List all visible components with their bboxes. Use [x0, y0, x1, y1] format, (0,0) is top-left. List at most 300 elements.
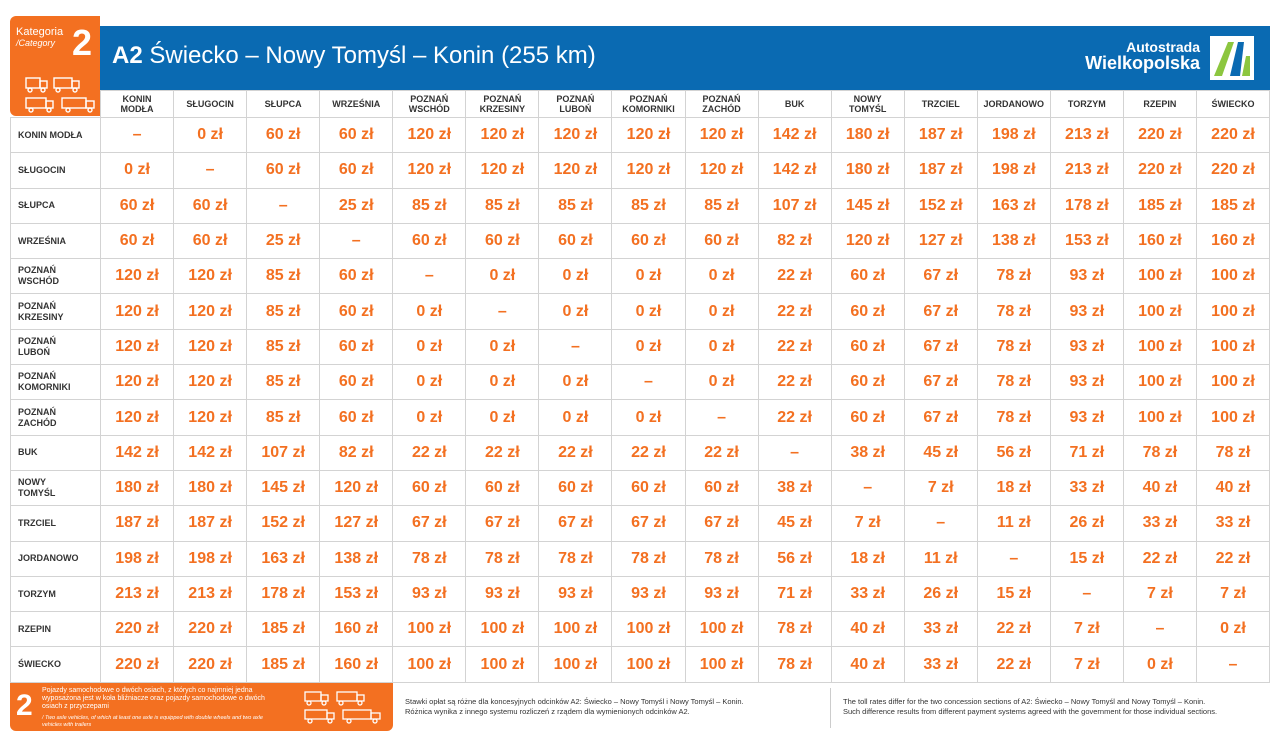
- toll-cell: 100 zł: [393, 647, 466, 682]
- toll-cell: 180 zł: [174, 470, 247, 505]
- label-line1: ŚWIECKO: [1211, 99, 1255, 109]
- toll-cell: 38 zł: [831, 435, 904, 470]
- toll-cell: 198 zł: [101, 541, 174, 576]
- label-line1: SŁUPCA: [264, 99, 302, 109]
- toll-cell: 60 zł: [320, 365, 393, 400]
- toll-cell: 33 zł: [831, 576, 904, 611]
- toll-cell: 85 zł: [247, 365, 320, 400]
- row-header: [11, 400, 101, 435]
- toll-cell: 120 zł: [320, 470, 393, 505]
- toll-cell: 220 zł: [101, 612, 174, 647]
- toll-cell: 220 zł: [174, 647, 247, 682]
- toll-cell: 100 zł: [1123, 259, 1196, 294]
- toll-cell: 45 zł: [904, 435, 977, 470]
- toll-cell: 93 zł: [1050, 365, 1123, 400]
- toll-cell: 0 zł: [685, 259, 758, 294]
- toll-cell: 120 zł: [612, 153, 685, 188]
- toll-cell: 85 zł: [247, 294, 320, 329]
- row-header: [11, 612, 101, 647]
- toll-cell: 78 zł: [977, 400, 1050, 435]
- table-corner: [11, 91, 101, 118]
- label-line1: POZNAŃ: [410, 94, 449, 104]
- toll-cell: 85 zł: [247, 329, 320, 364]
- row-header: [11, 365, 101, 400]
- logo-line2: Wielkopolska: [1085, 53, 1200, 73]
- label-line1: TRZCIEL: [921, 99, 960, 109]
- toll-cell: 93 zł: [1050, 294, 1123, 329]
- toll-cell: 180 zł: [831, 118, 904, 153]
- column-header: [977, 91, 1050, 118]
- toll-cell: 100 zł: [466, 647, 539, 682]
- toll-cell: 100 zł: [685, 647, 758, 682]
- toll-cell: 220 zł: [1196, 153, 1269, 188]
- row-header: [11, 223, 101, 258]
- note-pl: [405, 697, 815, 717]
- toll-cell: 22 zł: [393, 435, 466, 470]
- toll-cell: 38 zł: [758, 470, 831, 505]
- toll-cell: 22 zł: [1196, 541, 1269, 576]
- toll-cell: 7 zł: [1196, 576, 1269, 611]
- toll-cell: 220 zł: [1123, 118, 1196, 153]
- route-title: Świecko – Nowy Tomyśl – Konin (255 km): [149, 42, 596, 69]
- truck-icon: [303, 689, 385, 725]
- toll-cell: 60 zł: [174, 188, 247, 223]
- toll-cell: 220 zł: [101, 647, 174, 682]
- label-line1: TORZYM: [1067, 99, 1106, 109]
- column-header: [174, 91, 247, 118]
- toll-cell: 60 zł: [320, 118, 393, 153]
- toll-cell: 78 zł: [977, 294, 1050, 329]
- label-line1: POZNAŃ: [629, 94, 668, 104]
- toll-cell: –: [831, 470, 904, 505]
- table-header-row: [11, 91, 1270, 118]
- toll-cell: 93 zł: [1050, 259, 1123, 294]
- toll-cell: 60 zł: [466, 223, 539, 258]
- label-line1: TRZCIEL: [18, 517, 56, 528]
- label-line1: TORZYM: [18, 588, 56, 599]
- table-row: [11, 541, 1270, 576]
- toll-cell: 152 zł: [904, 188, 977, 223]
- note-en-line2: Such difference results from different payment systems agreed with the government for those individual sections.: [843, 707, 1218, 716]
- toll-cell: 142 zł: [758, 153, 831, 188]
- table-row: [11, 647, 1270, 682]
- toll-cell: 40 zł: [831, 647, 904, 682]
- toll-cell: 60 zł: [831, 365, 904, 400]
- toll-cell: 60 zł: [320, 153, 393, 188]
- toll-cell: 100 zł: [1123, 365, 1196, 400]
- label-line1: RZEPIN: [1143, 99, 1177, 109]
- toll-cell: 100 zł: [685, 612, 758, 647]
- label-line1: ŚWIECKO: [18, 659, 62, 670]
- toll-cell: 33 zł: [1050, 470, 1123, 505]
- toll-cell: 60 zł: [685, 470, 758, 505]
- toll-cell: 22 zł: [758, 365, 831, 400]
- toll-cell: 138 zł: [977, 223, 1050, 258]
- toll-cell: 185 zł: [247, 647, 320, 682]
- column-header: [320, 91, 393, 118]
- toll-cell: 142 zł: [758, 118, 831, 153]
- label-line1: SŁUGOCIN: [18, 164, 66, 175]
- toll-cell: 0 zł: [466, 365, 539, 400]
- toll-cell: 7 zł: [1050, 612, 1123, 647]
- toll-cell: 60 zł: [320, 400, 393, 435]
- toll-cell: 33 zł: [1123, 506, 1196, 541]
- toll-cell: 213 zł: [101, 576, 174, 611]
- toll-cell: 100 zł: [1123, 329, 1196, 364]
- toll-cell: 198 zł: [977, 118, 1050, 153]
- table-row: [11, 153, 1270, 188]
- toll-cell: 100 zł: [1196, 400, 1269, 435]
- label-line1: BUK: [784, 99, 805, 109]
- toll-cell: 82 zł: [320, 435, 393, 470]
- table-row: [11, 612, 1270, 647]
- label-line1: POZNAŃ: [18, 265, 56, 276]
- toll-cell: 60 zł: [101, 188, 174, 223]
- column-header: [101, 91, 174, 118]
- row-header: [11, 188, 101, 223]
- toll-cell: 78 zł: [466, 541, 539, 576]
- toll-cell: 85 zł: [466, 188, 539, 223]
- label-line1: RZEPIN: [18, 623, 52, 634]
- toll-cell: 15 zł: [977, 576, 1050, 611]
- toll-cell: 100 zł: [1196, 294, 1269, 329]
- toll-cell: 93 zł: [612, 576, 685, 611]
- label-line2: WSCHÓD: [408, 104, 450, 114]
- toll-cell: 78 zł: [1123, 435, 1196, 470]
- toll-cell: 85 zł: [247, 400, 320, 435]
- toll-cell: 120 zł: [466, 118, 539, 153]
- column-header: [831, 91, 904, 118]
- toll-cell: 60 zł: [247, 118, 320, 153]
- toll-cell: 0 zł: [612, 294, 685, 329]
- toll-cell: 0 zł: [393, 365, 466, 400]
- toll-cell: 178 zł: [247, 576, 320, 611]
- table-row: [11, 365, 1270, 400]
- toll-cell: 78 zł: [977, 329, 1050, 364]
- note-en: [843, 697, 1273, 717]
- column-header: [1123, 91, 1196, 118]
- toll-cell: 213 zł: [1050, 118, 1123, 153]
- toll-cell: 18 zł: [977, 470, 1050, 505]
- table-row: [11, 576, 1270, 611]
- note-pl-line1: Stawki opłat są różne dla koncesyjnych odcinków A2: Świecko – Nowy Tomyśl i Nowy Tomyśl – Konin.: [405, 697, 744, 706]
- toll-cell: 60 zł: [539, 223, 612, 258]
- toll-table: [10, 90, 1270, 683]
- table-row: [11, 118, 1270, 153]
- toll-cell: 0 zł: [466, 400, 539, 435]
- toll-cell: 120 zł: [101, 294, 174, 329]
- toll-cell: 22 zł: [758, 329, 831, 364]
- toll-cell: 7 zł: [1123, 576, 1196, 611]
- toll-cell: 0 zł: [539, 365, 612, 400]
- row-header: [11, 118, 101, 153]
- toll-cell: 60 zł: [320, 329, 393, 364]
- toll-cell: 127 zł: [904, 223, 977, 258]
- route-code: A2: [112, 42, 143, 69]
- toll-cell: 93 zł: [1050, 400, 1123, 435]
- toll-cell: 120 zł: [101, 365, 174, 400]
- label-line2: WSCHÓD: [18, 276, 59, 287]
- toll-cell: 60 zł: [539, 470, 612, 505]
- toll-cell: 107 zł: [247, 435, 320, 470]
- toll-cell: 45 zł: [758, 506, 831, 541]
- toll-cell: 120 zł: [685, 153, 758, 188]
- toll-cell: 120 zł: [685, 118, 758, 153]
- label-line2: KOMORNIKI: [18, 382, 71, 393]
- toll-cell: 120 zł: [612, 118, 685, 153]
- toll-cell: 60 zł: [393, 223, 466, 258]
- toll-cell: 78 zł: [539, 541, 612, 576]
- toll-cell: 180 zł: [101, 470, 174, 505]
- toll-cell: 22 zł: [1123, 541, 1196, 576]
- toll-cell: 67 zł: [539, 506, 612, 541]
- toll-cell: 120 zł: [174, 365, 247, 400]
- toll-cell: 145 zł: [831, 188, 904, 223]
- toll-cell: 26 zł: [1050, 506, 1123, 541]
- toll-cell: 120 zł: [539, 118, 612, 153]
- column-header: [247, 91, 320, 118]
- toll-cell: 78 zł: [1196, 435, 1269, 470]
- toll-cell: 78 zł: [758, 647, 831, 682]
- toll-cell: 67 zł: [904, 329, 977, 364]
- toll-cell: 22 zł: [539, 435, 612, 470]
- toll-cell: 0 zł: [101, 153, 174, 188]
- toll-cell: 56 zł: [977, 435, 1050, 470]
- toll-cell: 85 zł: [612, 188, 685, 223]
- toll-cell: 18 zł: [831, 541, 904, 576]
- toll-cell: 120 zł: [174, 329, 247, 364]
- label-line1: POZNAŃ: [18, 406, 56, 417]
- label-line1: SŁUGOCIN: [186, 99, 234, 109]
- toll-cell: 60 zł: [466, 470, 539, 505]
- toll-cell: 187 zł: [101, 506, 174, 541]
- toll-cell: 0 zł: [1123, 647, 1196, 682]
- toll-cell: –: [174, 153, 247, 188]
- logo-mark-icon: [1210, 36, 1254, 80]
- toll-cell: 120 zł: [174, 259, 247, 294]
- toll-cell: 22 zł: [977, 612, 1050, 647]
- column-header: [393, 91, 466, 118]
- toll-cell: 163 zł: [247, 541, 320, 576]
- toll-cell: 160 zł: [320, 612, 393, 647]
- toll-cell: –: [612, 365, 685, 400]
- toll-cell: 93 zł: [1050, 329, 1123, 364]
- toll-cell: 142 zł: [101, 435, 174, 470]
- label-line2: ZACHÓD: [18, 417, 57, 428]
- label-line1: POZNAŃ: [18, 300, 56, 311]
- toll-cell: 67 zł: [904, 294, 977, 329]
- table-row: [11, 294, 1270, 329]
- toll-cell: 120 zł: [466, 153, 539, 188]
- toll-cell: 220 zł: [174, 612, 247, 647]
- toll-cell: 60 zł: [101, 223, 174, 258]
- row-header: [11, 259, 101, 294]
- toll-cell: 100 zł: [1196, 329, 1269, 364]
- label-line2: KOMORNIKI: [622, 104, 675, 114]
- toll-cell: 220 zł: [1123, 153, 1196, 188]
- toll-cell: –: [904, 506, 977, 541]
- toll-cell: –: [1123, 612, 1196, 647]
- label-line1: NOWY: [853, 94, 882, 104]
- toll-cell: –: [320, 223, 393, 258]
- toll-cell: 60 zł: [320, 259, 393, 294]
- toll-cell: 40 zł: [831, 612, 904, 647]
- label-line1: WRZEŚNIA: [18, 235, 66, 246]
- toll-cell: 15 zł: [1050, 541, 1123, 576]
- toll-cell: 0 zł: [466, 329, 539, 364]
- column-header: [758, 91, 831, 118]
- label-line1: POZNAŃ: [18, 335, 56, 346]
- toll-cell: 142 zł: [174, 435, 247, 470]
- toll-cell: 100 zł: [1196, 259, 1269, 294]
- toll-cell: 100 zł: [393, 612, 466, 647]
- toll-cell: 11 zł: [904, 541, 977, 576]
- toll-cell: 67 zł: [612, 506, 685, 541]
- column-header: [612, 91, 685, 118]
- table-row: [11, 470, 1270, 505]
- label-line1: JORDANOWO: [18, 553, 79, 564]
- toll-cell: 120 zł: [174, 294, 247, 329]
- toll-cell: 0 zł: [612, 329, 685, 364]
- toll-cell: 78 zł: [977, 259, 1050, 294]
- toll-cell: 187 zł: [904, 153, 977, 188]
- toll-cell: 60 zł: [612, 223, 685, 258]
- label-line1: BUK: [18, 447, 38, 458]
- toll-cell: 78 zł: [612, 541, 685, 576]
- toll-cell: 120 zł: [393, 118, 466, 153]
- toll-cell: 100 zł: [1123, 294, 1196, 329]
- toll-cell: –: [247, 188, 320, 223]
- label-line1: POZNAŃ: [483, 94, 522, 104]
- toll-cell: 78 zł: [977, 365, 1050, 400]
- toll-cell: 187 zł: [904, 118, 977, 153]
- toll-cell: 78 zł: [393, 541, 466, 576]
- row-header: [11, 294, 101, 329]
- toll-cell: –: [393, 259, 466, 294]
- vehicle-description-pl: Pojazdy samochodowe o dwóch osiach, z których co najmniej jedna wyposażona jest w koła bliźniacze oraz pojazdy samochodowe o dwóch osiach z przyczepami: [42, 687, 265, 710]
- vehicle-description-en: / Two axle vehicles, of which at least one axle is equipped with double wheels and two axle vehicles with trailers: [42, 715, 263, 728]
- toll-cell: 0 zł: [393, 400, 466, 435]
- toll-cell: 11 zł: [977, 506, 1050, 541]
- row-header: [11, 541, 101, 576]
- category-number: 2: [72, 22, 93, 63]
- toll-cell: 67 zł: [466, 506, 539, 541]
- table-row: [11, 435, 1270, 470]
- toll-cell: 78 zł: [685, 541, 758, 576]
- toll-cell: 60 zł: [320, 294, 393, 329]
- row-header: [11, 576, 101, 611]
- toll-cell: 60 zł: [831, 400, 904, 435]
- toll-cell: 22 zł: [612, 435, 685, 470]
- toll-cell: 85 zł: [685, 188, 758, 223]
- label-line2: KRZESINY: [479, 104, 526, 114]
- toll-cell: 220 zł: [1196, 118, 1269, 153]
- toll-cell: 100 zł: [612, 647, 685, 682]
- table-row: [11, 259, 1270, 294]
- toll-cell: 78 zł: [758, 612, 831, 647]
- toll-cell: 93 zł: [685, 576, 758, 611]
- toll-cell: 0 zł: [393, 294, 466, 329]
- toll-cell: 127 zł: [320, 506, 393, 541]
- toll-cell: –: [977, 541, 1050, 576]
- toll-cell: 60 zł: [393, 470, 466, 505]
- toll-cell: 120 zł: [101, 400, 174, 435]
- toll-cell: 22 zł: [758, 294, 831, 329]
- toll-cell: –: [101, 118, 174, 153]
- toll-cell: 0 zł: [612, 259, 685, 294]
- column-header: [685, 91, 758, 118]
- toll-cell: 213 zł: [174, 576, 247, 611]
- page-title: [112, 42, 596, 70]
- label-line2: TOMYŚL: [18, 488, 56, 499]
- row-header: [11, 506, 101, 541]
- toll-cell: 7 zł: [904, 470, 977, 505]
- toll-cell: 160 zł: [320, 647, 393, 682]
- toll-cell: 60 zł: [831, 294, 904, 329]
- toll-cell: 138 zł: [320, 541, 393, 576]
- logo-line1: Autostrada: [1126, 39, 1200, 55]
- row-header: [11, 647, 101, 682]
- toll-cell: 120 zł: [539, 153, 612, 188]
- toll-cell: 0 zł: [393, 329, 466, 364]
- toll-cell: 120 zł: [831, 223, 904, 258]
- toll-cell: 153 zł: [320, 576, 393, 611]
- label-line2: LUBOŃ: [18, 346, 50, 357]
- toll-cell: 40 zł: [1123, 470, 1196, 505]
- toll-cell: 107 zł: [758, 188, 831, 223]
- toll-cell: 0 zł: [539, 400, 612, 435]
- column-header: [466, 91, 539, 118]
- toll-cell: 85 zł: [393, 188, 466, 223]
- toll-cell: 71 zł: [758, 576, 831, 611]
- label-line1: SŁUPCA: [18, 200, 56, 211]
- toll-cell: 93 zł: [466, 576, 539, 611]
- toll-cell: 25 zł: [247, 223, 320, 258]
- toll-cell: 0 zł: [539, 259, 612, 294]
- toll-cell: 213 zł: [1050, 153, 1123, 188]
- toll-cell: 33 zł: [1196, 506, 1269, 541]
- toll-cell: 0 zł: [466, 259, 539, 294]
- toll-cell: 33 zł: [904, 647, 977, 682]
- toll-cell: 185 zł: [247, 612, 320, 647]
- toll-cell: 198 zł: [977, 153, 1050, 188]
- toll-cell: 198 zł: [174, 541, 247, 576]
- toll-cell: 0 zł: [685, 365, 758, 400]
- toll-cell: 120 zł: [101, 329, 174, 364]
- table-row: [11, 400, 1270, 435]
- column-header: [904, 91, 977, 118]
- toll-cell: 25 zł: [320, 188, 393, 223]
- toll-cell: 120 zł: [101, 259, 174, 294]
- toll-cell: 93 zł: [393, 576, 466, 611]
- label-line2: KRZESINY: [18, 311, 64, 322]
- toll-cell: 0 zł: [685, 294, 758, 329]
- toll-cell: 40 zł: [1196, 470, 1269, 505]
- column-header: [1050, 91, 1123, 118]
- label-line1: NOWY: [18, 477, 46, 488]
- toll-cell: 60 zł: [612, 470, 685, 505]
- toll-cell: 7 zł: [831, 506, 904, 541]
- toll-cell: 100 zł: [539, 647, 612, 682]
- toll-cell: 187 zł: [174, 506, 247, 541]
- toll-cell: 0 zł: [685, 329, 758, 364]
- toll-cell: 145 zł: [247, 470, 320, 505]
- toll-cell: 0 zł: [1196, 612, 1269, 647]
- label-line1: KONIN: [122, 94, 152, 104]
- row-header: [11, 153, 101, 188]
- label-line1: KONIN MODŁA: [18, 129, 83, 140]
- toll-cell: 185 zł: [1123, 188, 1196, 223]
